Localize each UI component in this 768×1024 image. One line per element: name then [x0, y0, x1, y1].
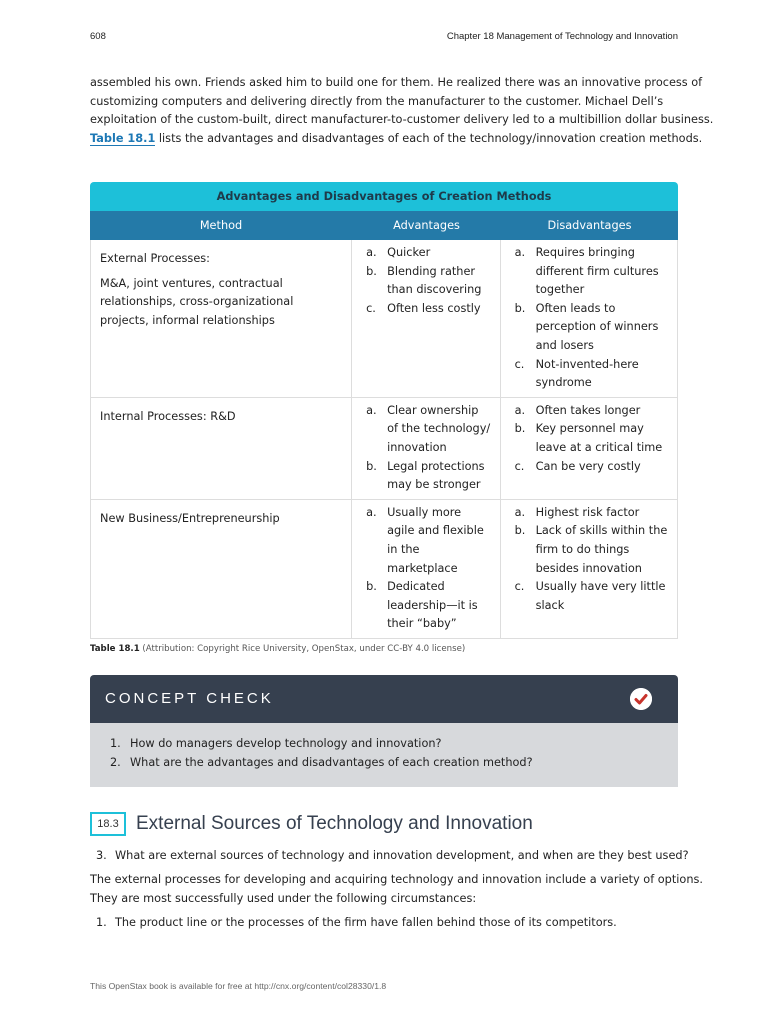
list-item-text: Highest risk factor: [535, 505, 640, 519]
list-item-text: Lack of skills within the firm to do things besides innovation: [535, 524, 668, 575]
list-item: [515, 420, 669, 457]
list-item: [515, 402, 669, 421]
intro-line: assembled his own. Friends asked him to build one for them. He realized there was an innovative process of: [90, 76, 703, 89]
column-header-advantages: Advantages: [393, 219, 460, 232]
list-item: [515, 522, 669, 578]
disadvantages-list: [515, 244, 669, 393]
intro-line-rest: lists the advantages and disadvantages of each of the technology/innovation creation methods.: [155, 131, 703, 145]
list-item-text: Blending rather than discovering: [387, 264, 482, 297]
table-caption: Advantages and Disadvantages of Creation Methods: [90, 182, 678, 211]
list-marker: a.: [514, 403, 526, 417]
list-item: [96, 914, 617, 933]
concept-check-box: [90, 675, 678, 787]
learning-objective: [96, 847, 689, 866]
list-marker: b.: [366, 580, 377, 594]
creation-methods-table: [90, 182, 678, 639]
list-marker: b.: [514, 524, 526, 538]
list-item-text: Usually have very little slack: [535, 580, 666, 612]
paragraph-line: They are most successfully used under the following circumstances:: [90, 891, 477, 905]
list-item: [515, 300, 669, 356]
disadvantages-cell: [501, 500, 677, 638]
list-item-text: Dedicated leadership—it is their “baby”: [387, 580, 478, 631]
method-cell: [91, 398, 352, 499]
list-marker: a.: [366, 246, 377, 259]
list-item-text: Legal protections may be stronger: [387, 459, 485, 492]
list-item: [110, 754, 678, 773]
method-name: External Processes:: [100, 252, 210, 265]
page-number: 608: [90, 31, 106, 42]
list-item-text: Often leads to perception of winners and losers: [535, 301, 659, 352]
list-marker: b.: [514, 422, 526, 436]
table-row: [90, 500, 678, 639]
advantages-list: [366, 402, 492, 495]
concept-check-list: [90, 735, 678, 772]
list-item: [515, 578, 669, 615]
list-item-text: How do managers develop technology and innovation?: [130, 737, 442, 750]
list-item-text: Quicker: [387, 246, 431, 259]
list-item: [110, 735, 678, 754]
intro-paragraph: [90, 74, 714, 148]
intro-line: customizing computers and delivering directly from the manufacturer to the customer. Michael Dell’s: [90, 94, 664, 108]
list-marker: c.: [514, 459, 525, 473]
list-marker: b.: [366, 264, 377, 278]
list-item: [515, 244, 669, 300]
list-item-text: Can be very costly: [535, 459, 641, 473]
page-footer: This OpenStax book is available for free at http://cnx.org/content/col28330/1.8: [90, 981, 387, 991]
list-item-text: Often less costly: [387, 301, 481, 315]
advantages-list: [366, 504, 492, 634]
table-row: [90, 240, 678, 398]
list-item: [366, 402, 492, 458]
list-item: [366, 578, 492, 634]
list-item: [366, 458, 492, 495]
list-marker: 3.: [96, 849, 107, 862]
method-name: Internal Processes: R&D: [100, 409, 236, 423]
advantages-cell: [352, 240, 501, 397]
advantages-cell: [352, 500, 501, 638]
intro-line: exploitation of the custom-built, direct manufacturer-to-customer delivery led to a multibillion dollar business.: [90, 113, 714, 127]
list-item-text: Requires bringing different firm cultures together: [535, 246, 659, 297]
list-item: [366, 300, 492, 319]
column-header-method: Method: [199, 219, 243, 232]
advantages-list: [366, 244, 492, 318]
disadvantages-list: [515, 402, 669, 476]
list-marker: a.: [514, 505, 526, 519]
concept-check-body: [90, 723, 678, 787]
list-marker: b.: [514, 301, 526, 315]
list-marker: c.: [366, 301, 376, 315]
list-marker: 1.: [110, 737, 121, 750]
list-item-text: What are the advantages and disadvantages of each creation method?: [130, 755, 533, 769]
running-head: [90, 31, 678, 45]
list-item: [515, 458, 669, 477]
method-cell: [91, 240, 352, 397]
list-item: [515, 356, 669, 393]
disadvantages-list: [515, 504, 669, 616]
list-marker: a.: [366, 403, 377, 417]
chapter-title: Chapter 18 Management of Technology and Innovation: [446, 31, 678, 42]
list-item-text: Not-invented-here syndrome: [535, 357, 639, 390]
list-marker: 2.: [110, 755, 121, 769]
section-title: External Sources of Technology and Innovation: [136, 813, 533, 834]
list-item: [366, 244, 492, 263]
section-paragraph: [90, 871, 703, 908]
column-header-disadvantages: Disadvantages: [547, 219, 632, 232]
list-item: [515, 504, 669, 523]
concept-check-title: CONCEPT CHECK: [105, 690, 274, 707]
learning-objective-text: What are external sources of technology and innovation development, and when are they best used?: [115, 849, 689, 862]
method-cell: [91, 500, 352, 638]
concept-check-header: [90, 675, 678, 723]
paragraph-line: The external processes for developing and acquiring technology and innovation include a variety of options.: [90, 873, 703, 886]
list-marker: a.: [514, 246, 526, 259]
intro-line: [90, 130, 703, 149]
table-attribution-label: Table 18.1: [90, 644, 140, 654]
list-marker: b.: [366, 459, 377, 473]
list-item-text: Clear ownership of the technology/ innovation: [387, 403, 491, 454]
table-header-row: [90, 211, 678, 240]
list-marker: 1.: [96, 916, 107, 929]
method-name: New Business/Entrepreneurship: [100, 511, 280, 525]
method-detail: M&A, joint ventures, contractual relationships, cross-organizational projects, informal relationships: [100, 276, 294, 327]
list-marker: a.: [366, 505, 377, 519]
list-marker: c.: [514, 580, 525, 594]
list-item: [366, 263, 492, 300]
table-attribution-text: (Attribution: Copyright Rice University, OpenStax, under CC-BY 4.0 license): [139, 644, 466, 654]
disadvantages-cell: [501, 398, 677, 499]
section-number: 18.3: [90, 812, 126, 836]
list-item-text: Often takes longer: [535, 403, 641, 417]
table-row: [90, 398, 678, 500]
table-reference-link[interactable]: Table 18.1: [90, 131, 156, 145]
checkmark-icon: [630, 688, 652, 710]
list-item: [366, 504, 492, 578]
list-item-text: Usually more agile and flexible in the marketplace: [387, 505, 484, 575]
advantages-cell: [352, 398, 501, 499]
list-item-text: The product line or the processes of the firm have fallen behind those of its competitors.: [115, 916, 617, 929]
disadvantages-cell: [501, 240, 677, 397]
list-marker: c.: [514, 357, 525, 371]
table-attribution: [90, 644, 465, 654]
list-item-text: Key personnel may leave at a critical time: [535, 422, 663, 454]
